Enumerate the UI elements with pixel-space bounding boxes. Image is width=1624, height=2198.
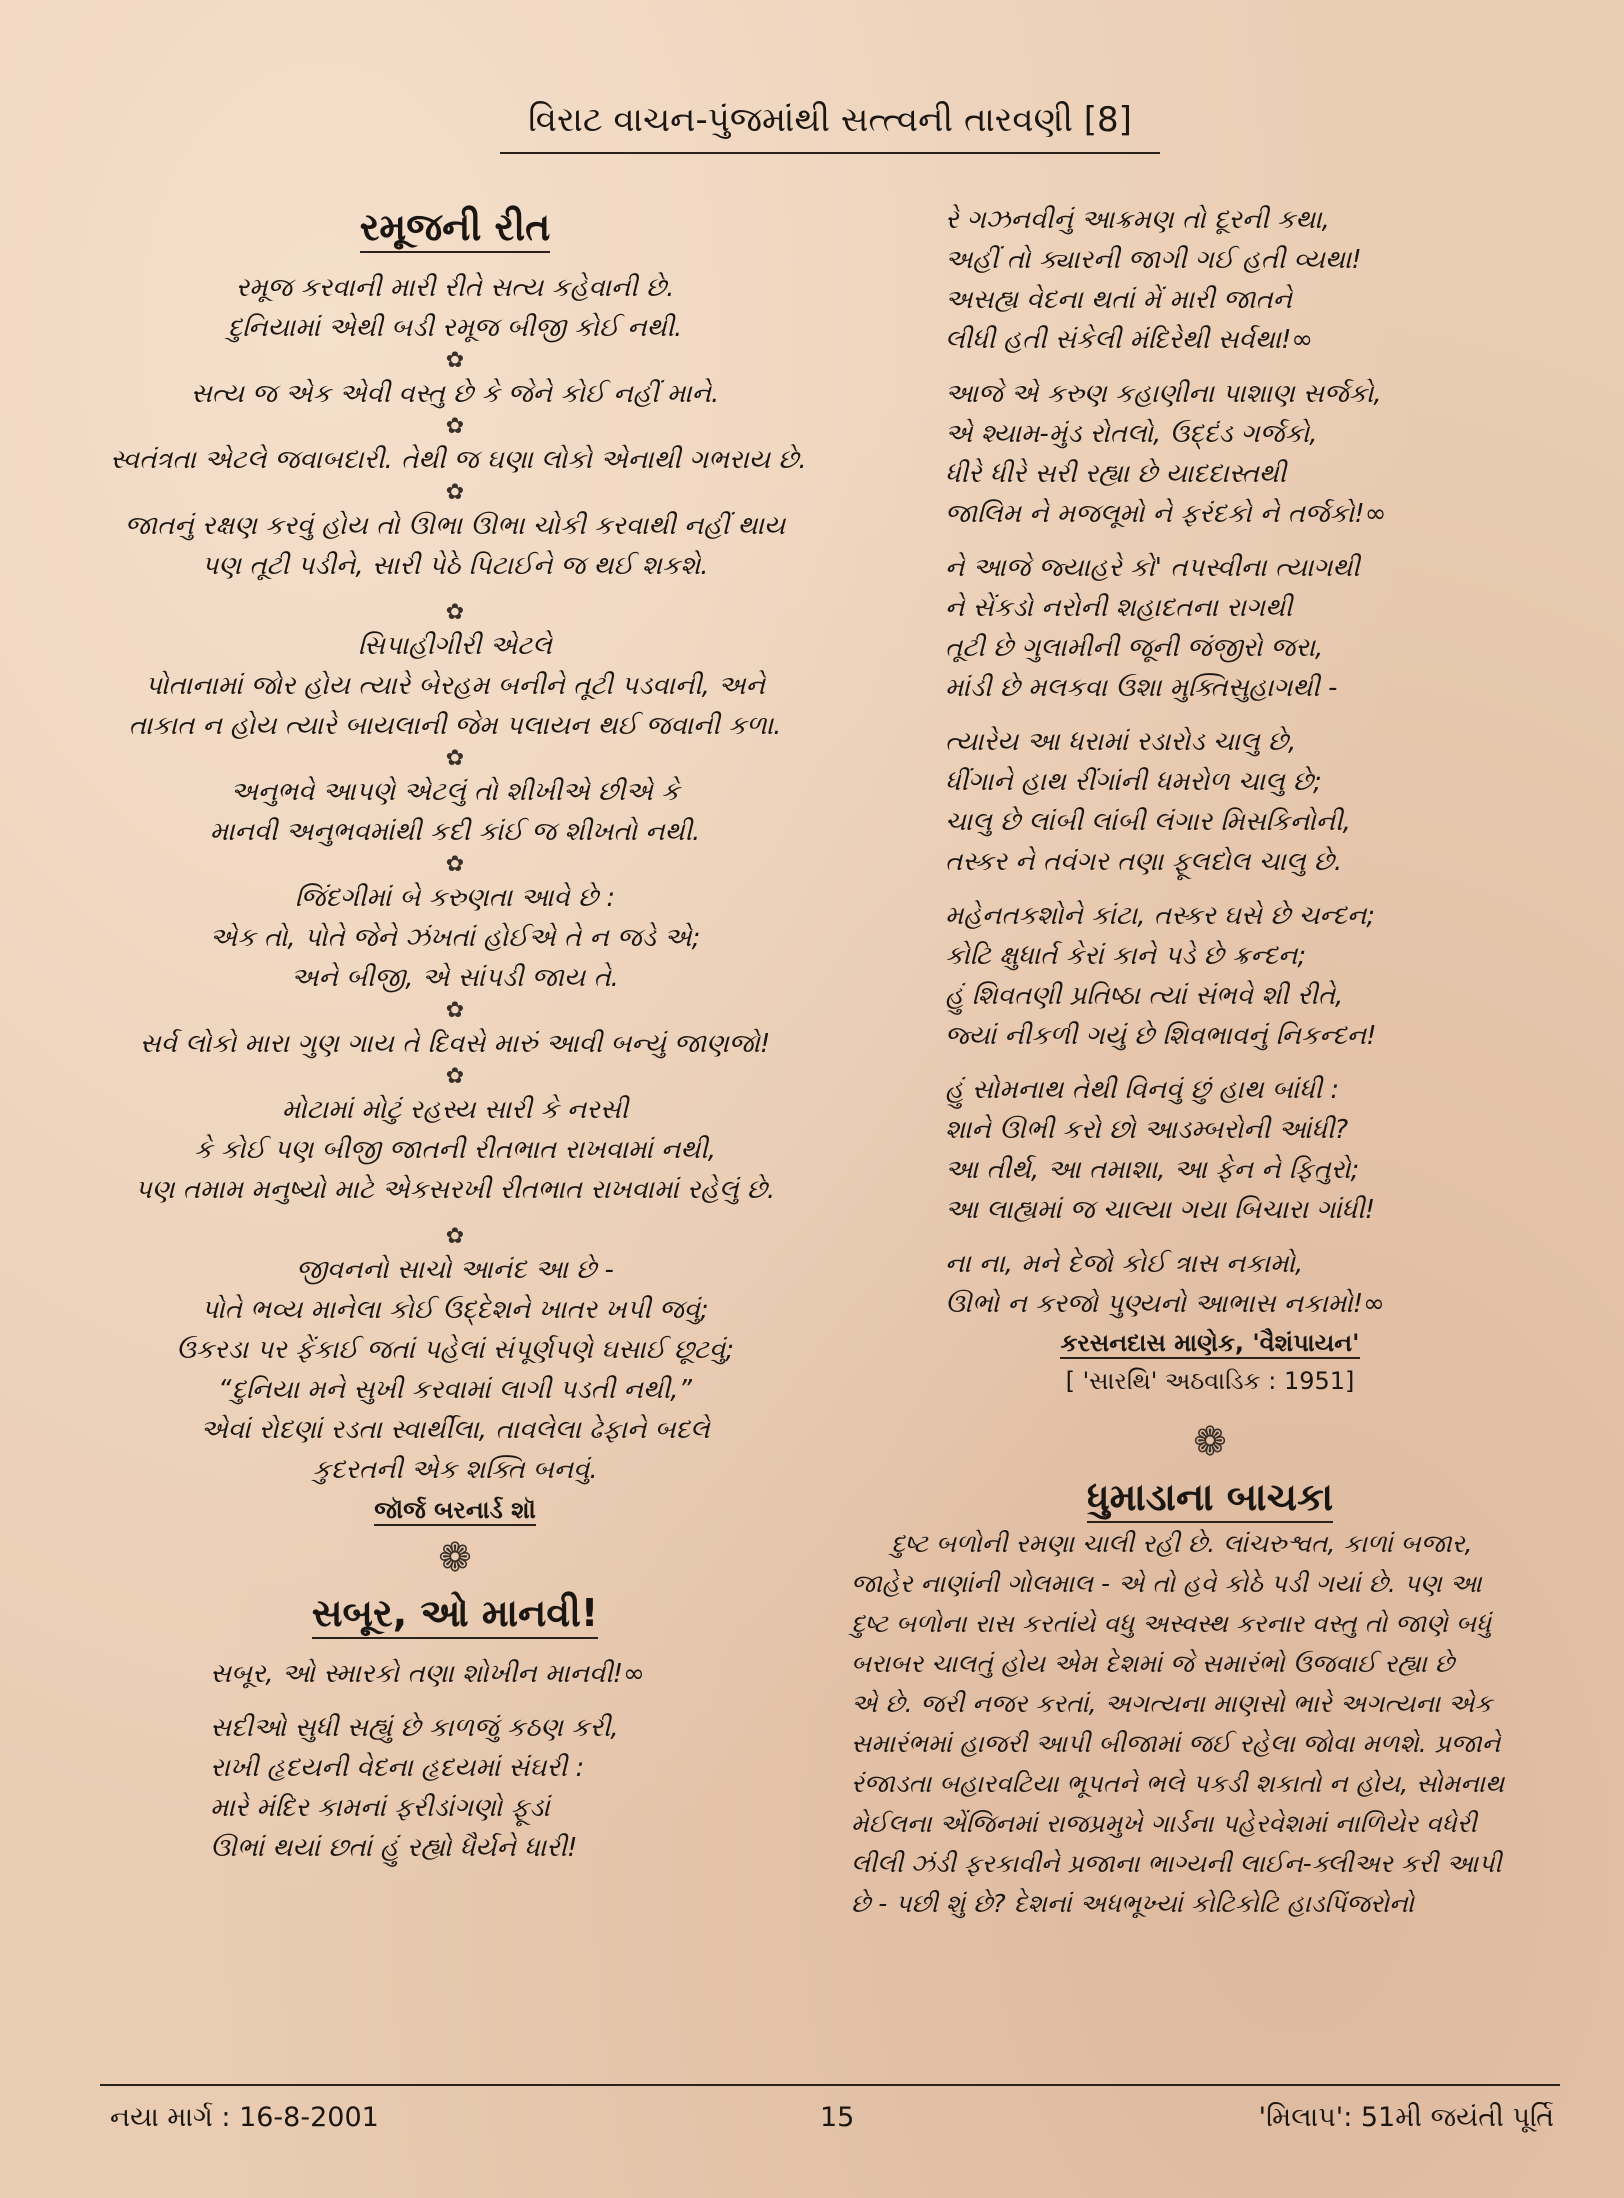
poem-stanza [845, 896, 1575, 1056]
text-line: ઉકરડા પર ફેંકાઈ જતાં પહેલાં સંપૂર્ણપણે ઘસાઈ છૂટવું; [175, 1335, 735, 1365]
poem-line: હું સોમનાથ તેથી વિનવું છું હાથ બાંધી : [945, 1075, 1340, 1105]
poem-stanza [845, 1244, 1575, 1324]
footer-divider [100, 2084, 1560, 2086]
text-line: એવાં રોદણાં રડતા સ્વાર્થીલા, તાવલેલા ઢેફાને બદલે [200, 1415, 710, 1445]
text-line: દુષ્ટ બળોની રમણા ચાલી રહી છે. લાંચરુશ્વત, કાળાં બજાર, [891, 1529, 1473, 1558]
poem-line: સદીઓ સુધી સહ્યું છે કાળજું કઠણ કરી, [210, 1713, 619, 1743]
text-line: બરાબર ચાલતું હોય એમ દેશમાં જે સમારંભો ઉજવાઈ રહ્યા છે [851, 1649, 1455, 1678]
text-line: દુનિયામાં એથી બડી રમૂજ બીજી કોઈ નથી. [227, 313, 683, 343]
poem-stanza [845, 374, 1575, 534]
text-line: સમારંભમાં હાજરી આપી બીજામાં જઈ રહેલા જોવા મળશે. પ્રજાને [851, 1729, 1501, 1758]
section-title-dhumada: ધુમાડાના બાચકા [845, 1470, 1575, 1524]
poem-line: સબૂર, ઓ સ્મારકો તણા શોખીન માનવી!∞ [210, 1659, 645, 1689]
poem-stanza [845, 548, 1575, 708]
poem-line: શાને ઊભી કરો છો આડમ્બરોની આંધી? [945, 1115, 1349, 1145]
flower-ornament-icon: ❁ [1193, 1419, 1227, 1465]
poem-line: જાલિમ ને મજલૂમો ને ફરંદકો ને તર્જકો!∞ [945, 499, 1387, 529]
text-line: માનવી અનુભવમાંથી કદી કાંઈ જ શીખતો નથી. [209, 817, 701, 847]
text-line: એ છે. જરી નજર કરતાં, અગત્યના માણસો ભારે અગત્યના એક [851, 1689, 1493, 1718]
poem-line: માંડી છે મલકવા ઉશા મુક્તિસુહાગથી - [945, 673, 1338, 703]
poem-stanza [845, 1070, 1575, 1230]
footer-supplement: 'મિલાપ': 51મી જયંતી પૂર્તિ [1258, 2102, 1554, 2133]
prose-paragraph [845, 1524, 1575, 1924]
text-line: દુષ્ટ બળોના રાસ કરતાંયે વધુ અસ્વસ્થ કરનાર વસ્તુ તો જાણે બધું [851, 1609, 1491, 1638]
poem-line: ને આજે જ્યાહરે કો' તપસ્વીના ત્યાગથી [945, 553, 1360, 583]
poem-line: મહેનતકશોને કાંટા, તસ્કર ઘસે છે ચન્દન; [945, 901, 1376, 931]
text-line: રમૂજ કરવાની મારી રીતે સત્ય કહેવાની છે. [235, 273, 675, 303]
text-line: સત્ય જ એક એવી વસ્તુ છે કે જેને કોઈ નહીં માને. [190, 379, 720, 409]
text-line: કુદરતની એક શક્તિ બનવું. [312, 1455, 598, 1485]
flower-ornament-icon: ❁ [438, 1535, 472, 1581]
text-line: પણ તમામ મનુષ્યો માટે એકસરખી રીતભાત રાખવામાં રહેલું છે. [134, 1175, 776, 1205]
footer-publication: નયા માર્ગ : 16-8-2001 [110, 2102, 379, 2133]
saying-5 [110, 626, 800, 746]
text-line: સ્વતંત્રતા એટલે જવાબદારી. તેથી જ ઘણા લોકો એનાથી ગભરાય છે. [110, 445, 807, 475]
source-citation: [ 'સારથિ' અઠવાડિક : 1951] [1065, 1367, 1355, 1395]
poem-line: રે ગઝનવીનું આક્રમણ તો દૂરની કથા, [945, 205, 1330, 235]
poem-line: ત્યારેય આ ધરામાં રડારોડ ચાલુ છે, [945, 727, 1297, 757]
section-title-sabur: સબૂર, ઓ માનવી! [110, 1586, 800, 1640]
right-column [845, 200, 1575, 1924]
poem-line: મારે મંદિર કામનાં ફરીડાંગણો ફૂડાં [210, 1793, 550, 1823]
page-header: વિરાટ વાચન-પુંજમાંથી સત્ત્વની તારવણી [8] [500, 96, 1160, 154]
poem-line: હું શિવતણી પ્રતિષ્ઠા ત્યાં સંભવે શી રીતે, [945, 981, 1344, 1011]
page-number: 15 [820, 2102, 855, 2133]
flower-ornament-icon: ✿ [445, 480, 465, 505]
saying-9 [110, 1090, 800, 1210]
poem-line: ચાલુ છે લાંબી લાંબી લંગાર મિસકિનોની, [945, 807, 1351, 837]
poem-line: ઊભો ન કરજો પુણ્યનો આભાસ નકામો!∞ [945, 1289, 1385, 1319]
poem-line: તસ્કર ને તવંગર તણા ફૂલદોલ ચાલુ છે. [945, 847, 1343, 877]
poem-line: લીધી હતી સંકેલી મંદિરેથી સર્વથા!∞ [945, 325, 1314, 355]
text-line: એક તો, પોતે જેને ઝંખતાં હોઈએ તે ન જડે એ; [209, 923, 701, 953]
poem-line: ના ના, મને દેજો કોઈ ત્રાસ નકામો, [945, 1249, 1304, 1279]
poem-line: અહીં તો ક્યારની જાગી ગઈ હતી વ્યથા! [945, 245, 1362, 275]
text-line: રંજાડતા બહારવટિયા ભૂપતને ભલે પકડી શકાતો ન હોય, સોમનાથ [851, 1769, 1505, 1798]
saying-4 [110, 506, 800, 586]
author-maneck: કરસનદાસ માણેક, 'વૈશંપાયન' [1060, 1329, 1360, 1357]
flower-ornament-icon: ✿ [445, 746, 465, 771]
flower-ornament-icon: ✿ [445, 998, 465, 1023]
poem-line: ઊભાં થયાં છતાં હું રહ્યો ધૈર્યને ધારી! [210, 1833, 578, 1863]
saying-7 [110, 878, 800, 998]
poem-line: ને સેંકડો નરોની શહાદતના રાગથી [945, 593, 1293, 623]
poem-stanza [845, 722, 1575, 882]
text-line: તાકાત ન હોય ત્યારે બાયલાની જેમ પલાયન થઈ જવાની કળા. [128, 711, 782, 741]
poem-line: જ્યાં નીકળી ગયું છે શિવભાવનું નિકન્દન! [945, 1021, 1377, 1051]
section-title-ramuj: રમૂજની રીત [110, 200, 800, 254]
text-line: પોતે ભવ્ય માનેલા કોઈ ઉદ્દેશને ખાતર ખપી જવું; [201, 1295, 709, 1325]
saying-6 [110, 772, 800, 852]
text-line: અનુભવે આપણે એટલું તો શીખીએ છીએ કે [230, 777, 680, 807]
text-line: “દુનિયા મને સુખી કરવામાં લાગી પડતી નથી,” [218, 1375, 692, 1405]
text-line: પોતાનામાં જોર હોય ત્યારે બેરહમ બનીને તૂટી પડવાની, અને [145, 671, 765, 701]
text-line: જાતનું રક્ષણ કરવું હોય તો ઊભા ઊભા ચોકી કરવાથી નહીં થાય [124, 511, 786, 541]
text-line: અને બીજી, એ સાંપડી જાય તે. [291, 963, 619, 993]
saying-2 [110, 374, 800, 414]
text-line: છે - પછી શું છે? દેશનાં અધભૂખ્યાં કોટિકોટિ હાડપિંજરોનો [851, 1889, 1415, 1918]
flower-ornament-icon: ✿ [445, 348, 465, 373]
text-line: કે કોઈ પણ બીજી જાતની રીતભાત રાખવામાં નથી, [193, 1135, 717, 1165]
text-line: જીવનનો સાચો આનંદ આ છે - [296, 1255, 614, 1285]
text-line: જિંદગીમાં બે કરુણતા આવે છે : [294, 883, 616, 913]
poem-line: અસહ્ય વેદના થતાં મેં મારી જાતને [945, 285, 1293, 315]
flower-ornament-icon: ✿ [445, 852, 465, 877]
author-shaw: જૉર્જ બરનાર્ડ શૉ [374, 1496, 536, 1524]
saying-10 [110, 1250, 800, 1490]
saying-1 [110, 268, 800, 348]
poem-line: કોટિ ક્ષુધાર્ત કેરાં કાને પડે છે ક્રન્દન; [945, 941, 1307, 971]
saying-8 [110, 1024, 800, 1064]
saying-3 [110, 440, 807, 480]
text-line: સર્વ લોકો મારા ગુણ ગાય તે દિવસે મારું આવી બન્યું જાણજો! [139, 1029, 771, 1059]
poem-line: રાખી હૃદયની વેદના હૃદયમાં સંઘરી : [210, 1753, 585, 1783]
left-column [110, 200, 807, 1882]
poem-sabur [110, 1654, 800, 1868]
text-line: પણ તૂટી પડીને, સારી પેઠે પિટાઈને જ થઈ શકશે. [201, 551, 709, 581]
poem-line: આ તીર્થ, આ તમાશા, આ ફેન ને ફિતુરો; [945, 1155, 1360, 1185]
text-line: મોટામાં મોટું રહસ્ય સારી કે નરસી [281, 1095, 629, 1125]
flower-ornament-icon: ✿ [445, 1224, 465, 1249]
text-line: જાહેર નાણાંની ગોલમાલ - એ તો હવે કોઠે પડી ગયાં છે. પણ આ [851, 1569, 1482, 1598]
poem-line: આજે એ કરુણ કહાણીના પાશાણ સર્જકો, [945, 379, 1382, 409]
poem-line: તૂટી છે ગુલામીની જૂની જંજીરો જરા, [945, 633, 1324, 663]
poem-line: એ શ્યામ-મુંડ રોતલો, ઉદ્દંડ ગર્જકો, [945, 419, 1318, 449]
text-line: લીલી ઝંડી ફરકાવીને પ્રજાના ભાગ્યની લાઈન-ક્લીઅર કરી આપી [851, 1849, 1502, 1878]
text-line: મેઈલના એંજિનમાં રાજપ્રમુખે ગાર્ડના પહેરવેશમાં નાળિયેર વધેરી [851, 1809, 1477, 1838]
poem-line: આ લાહ્યમાં જ ચાલ્યા ગયા બિચારા ગાંધી! [945, 1195, 1376, 1225]
flower-ornament-icon: ✿ [445, 1064, 465, 1089]
poem-stanza [845, 200, 1575, 360]
flower-ornament-icon: ✿ [445, 600, 465, 625]
flower-ornament-icon: ✿ [445, 414, 465, 439]
poem-line: ધીરે ધીરે સરી રહ્યા છે યાદદાસ્તથી [945, 459, 1287, 489]
poem-line: ધીંગાને હાથ રીંગાંની ધમરોળ ચાલુ છે; [945, 767, 1322, 797]
text-line: સિપાહીગીરી એટલે [358, 631, 552, 661]
